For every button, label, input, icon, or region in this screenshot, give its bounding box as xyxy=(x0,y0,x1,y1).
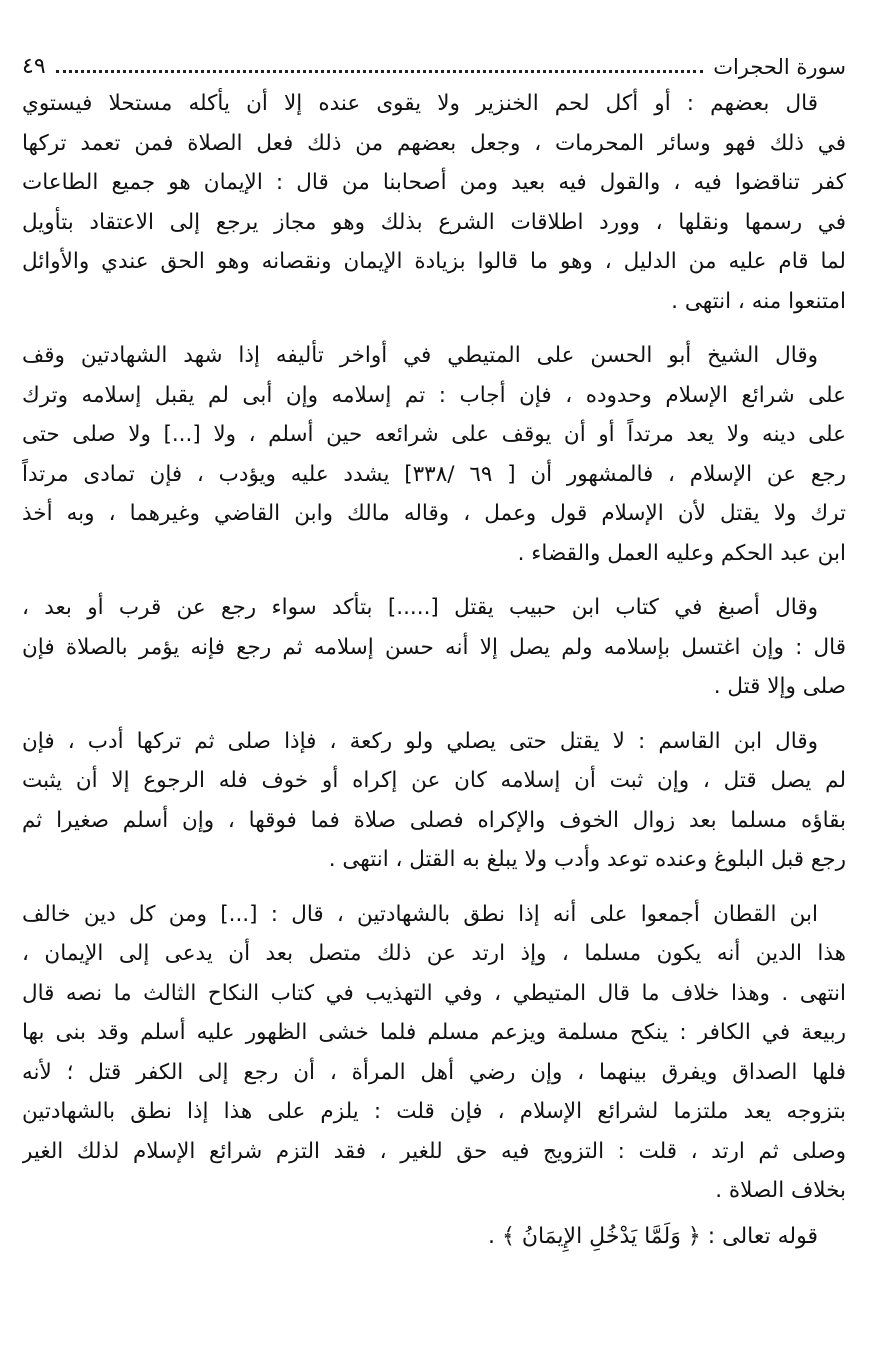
paragraph-4 xyxy=(22,722,846,880)
text-line: بتزوجه يعد ملتزما لشرائع الإسلام ، فإن قلت : يلزم على هذا إذا نطق بالشهادتين xyxy=(22,1099,846,1124)
text-line: بقاؤه مسلما بعد زوال الخوف والإكراه فصلى صلاة فما فوقها ، وإن أسلم صغيرا ثم xyxy=(22,807,846,833)
text-line: ربيعة في الكافر : ينكح مسلمة ويزعم مسلم فلما خشى الظهور عليه أسلم وقد بنى بها xyxy=(22,1020,846,1045)
book-page xyxy=(22,46,846,1257)
paragraph-gap xyxy=(22,573,846,588)
text-line: لم يصل قتل ، وإن ثبت أن إسلامه كان عن إكراه أو خوف فله الرجوع إلا أن يثبت xyxy=(22,768,846,793)
quran-verse-heading: قوله تعالى : ﴿ وَلَمَّا يَدْخُلِ الإِيمَانُ ﴾ . xyxy=(487,1223,818,1249)
text-line: وقال الشيخ أبو الحسن على المتيطي في أواخر تأليفه إذا شهد الشهادتين وقف xyxy=(22,343,818,368)
paragraph-gap xyxy=(22,321,846,336)
paragraph-gap xyxy=(22,707,846,722)
text-line: قال : وإن اغتسل بإسلامه ولم يصل إلا أنه حسن إسلامه ثم رجع فإنه يؤمر بالصلاة فإن xyxy=(22,634,846,660)
text-line: كفر تناقضوا فيه ، والقول فيه بعيد ومن أصحابنا من قال : الإيمان هو جميع الطاعات xyxy=(22,170,846,195)
text-line: وقال أصبغ في كتاب ابن حبيب يقتل [.....] بتأكد سواء رجع عن قرب أو بعد ، xyxy=(22,595,818,620)
text-line: وصلى ثم ارتد ، قلت : التزويج فيه حق للغير ، فقد التزم شرائع الإسلام لذلك الغير xyxy=(22,1138,846,1164)
text-line: لما قام عليه من الدليل ، وهو ما قالوا بزيادة الإيمان ونقصانه وهو الحق عندي والأوائل xyxy=(22,249,846,274)
paragraph-1 xyxy=(22,84,846,321)
surah-title: سورة الحجرات xyxy=(713,55,846,79)
text-line: على شرائع الإسلام وحدوده ، فإن أجاب : تم إسلامه وإن أبى لم يقبل إسلامه وترك xyxy=(22,382,846,408)
text-line: فلها الصداق ويفرق بينهما ، وإن رضي أهل المرأة ، أن رجع إلى الكفر قتل ؛ لأنه xyxy=(22,1059,846,1085)
paragraph-3 xyxy=(22,588,846,707)
text-line: على دينه ولا يعد مرتداً أو أن يوقف على شرائعه حين أسلم ، ولا [...] ولا صلى حتى xyxy=(22,422,846,447)
text-line: امتنعوا منه ، انتهى . xyxy=(671,288,846,314)
text-line: وقال ابن القاسم : لا يقتل حتى يصلي ولو ركعة ، فإذا صلى ثم تركها أدب ، فإن xyxy=(22,728,818,754)
paragraph-2 xyxy=(22,336,846,573)
text-line: في ذلك فهو وسائر المحرمات ، وجعل بعضهم من ذلك فعل الصلاة فمن تعمد تركها xyxy=(22,130,846,156)
dotted-leader xyxy=(56,70,704,73)
paragraph-gap xyxy=(22,880,846,895)
page-number: ٤٩ xyxy=(22,54,46,79)
text-line: قال بعضهم : أو أكل لحم الخنزير ولا يقوى عنده إلا أن يأكله مستحلا فيستوي xyxy=(22,91,818,116)
text-line: ترك ولا يقتل لأن الإسلام قول وعمل ، وقاله مالك وابن القاضي وغيرهما ، وبه أخذ xyxy=(22,501,846,526)
paragraph-5 xyxy=(22,895,846,1211)
text-line: انتهى . وهذا خلاف ما قال المتيطي ، وفي التهذيب في كتاب النكاح الثالث ما نصه قال xyxy=(22,980,846,1006)
text-line: في رسمها ونقلها ، وورد اطلاقات الشرع بذلك وهو مجاز يرجع إلى الاعتقاد بتأويل xyxy=(22,209,846,235)
text-line: رجع عن الإسلام ، فالمشهور أن [ ٦٩ /٣٣٨] يشدد عليه ويؤدب ، فإن تمادى مرتداً xyxy=(22,461,846,487)
text-line: رجع قبل البلوغ وعنده توعد وأدب ولا يبلغ به القتل ، انتهى . xyxy=(328,847,846,872)
text-line: ابن القطان أجمعوا على أنه إذا نطق بالشهادتين ، قال : [...] ومن كل دين خالف xyxy=(22,901,818,927)
text-line: ابن عبد الحكم وعليه العمل والقضاء . xyxy=(517,540,846,566)
text-line: صلى وإلا قتل . xyxy=(713,674,846,699)
text-line: هذا الدين أنه يكون مسلما ، وإذ ارتد عن ذلك متصل بعد أن يدعى إلى الإيمان ، xyxy=(22,941,846,966)
text-line: بخلاف الصلاة . xyxy=(715,1178,846,1203)
running-header xyxy=(22,46,846,82)
